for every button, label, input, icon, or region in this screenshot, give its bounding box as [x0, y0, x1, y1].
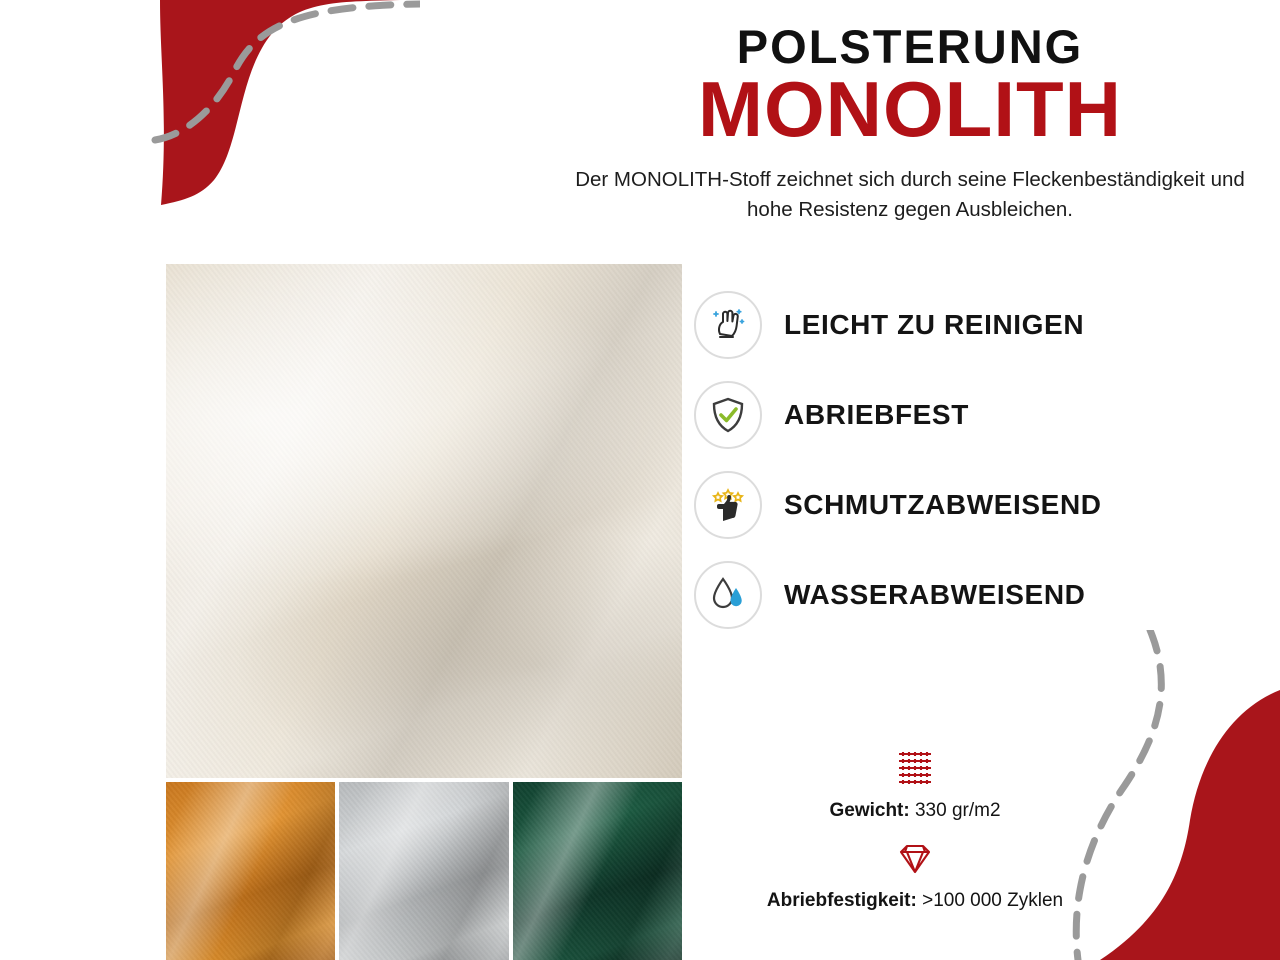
- feature-label: ABRIEBFEST: [784, 399, 969, 430]
- feature-water-repellent: [694, 550, 1254, 640]
- spec-abrasion: [700, 838, 1130, 912]
- spec-value: 330 gr/m2: [914, 800, 1001, 821]
- green-fabric-swatch[interactable]: [513, 782, 682, 960]
- page-subtitle: Der MONOLITH-Stoff zeichnet sich durch seine Fleckenbeständigkeit und hohe Resistenz gegen Ausbleichen.: [575, 168, 1245, 221]
- feature-easy-to-clean: [694, 280, 1254, 370]
- spec-value: >100 000 Zyklen: [922, 890, 1064, 911]
- spec-label: Gewicht:: [829, 800, 910, 821]
- feature-dirt-repellent: [694, 460, 1254, 550]
- cleaning-hand-icon: [694, 291, 762, 359]
- shield-check-icon: [694, 381, 762, 449]
- spec-list: [700, 748, 1130, 928]
- feature-abrasion-resistant: [694, 370, 1254, 460]
- fabric-fold-shading: [166, 264, 682, 778]
- spec-label: Abriebfestigkeit:: [766, 890, 917, 911]
- red-ribbon-top-left-icon: [0, 0, 420, 230]
- thumbs-up-stars-icon: [694, 471, 762, 539]
- water-drop-icon: [694, 561, 762, 629]
- feature-list: [694, 280, 1254, 640]
- spec-weight: [700, 748, 1130, 822]
- swatch-sheen: [339, 782, 508, 960]
- grey-fabric-swatch[interactable]: [339, 782, 508, 960]
- orange-fabric-swatch[interactable]: [166, 782, 335, 960]
- feature-label: SCHMUTZABWEISEND: [784, 489, 1102, 520]
- spec-text: [700, 800, 1130, 822]
- fabric-swatch-row: [166, 782, 682, 960]
- feature-label: LEICHT ZU REINIGEN: [784, 309, 1085, 340]
- spec-text: [700, 890, 1130, 912]
- fabric-weave-icon: [889, 748, 941, 794]
- page-title: MONOLITH: [698, 65, 1122, 154]
- page-kicker: POLSTERUNG: [736, 20, 1084, 73]
- main-fabric-image: [166, 264, 682, 778]
- swatch-sheen: [513, 782, 682, 960]
- header: [560, 22, 1260, 225]
- swatch-sheen: [166, 782, 335, 960]
- diamond-icon: [889, 838, 941, 884]
- feature-label: WASSERABWEISEND: [784, 579, 1086, 610]
